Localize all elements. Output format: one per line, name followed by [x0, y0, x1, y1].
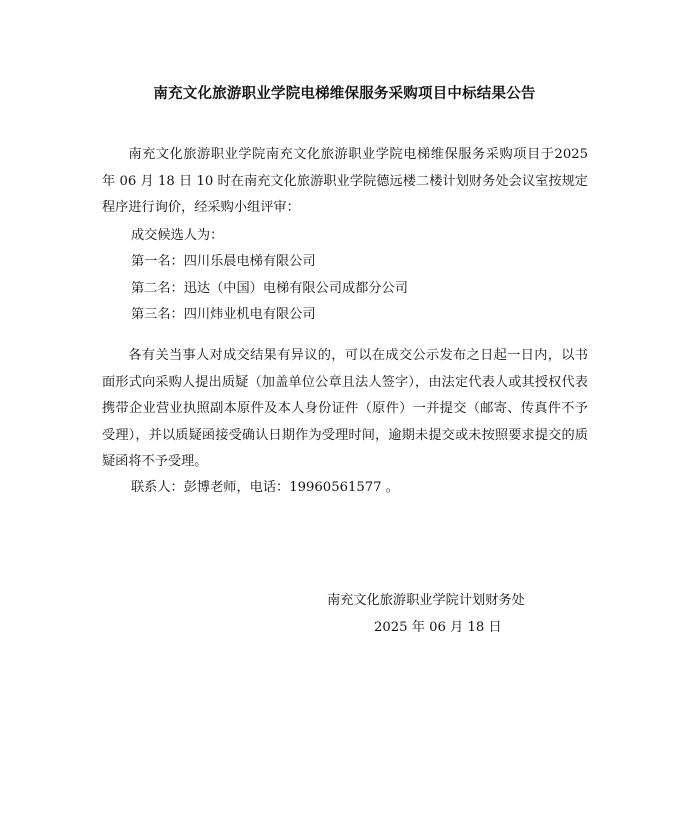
signature-organization: 南充文化旅游职业学院计划财务处 [327, 593, 525, 608]
contact-info: 联系人：彭博老师，电话：19960561577 。 [131, 480, 399, 495]
page-title: 南充文化旅游职业学院电梯维保服务采购项目中标结果公告 [153, 85, 536, 102]
candidate-second: 第二名：迅达（中国）电梯有限公司成都分公司 [131, 281, 408, 296]
candidate-third: 第三名：四川炜业机电有限公司 [131, 307, 316, 322]
signature-date: 2025 年 06 月 18 日 [374, 620, 502, 635]
candidates-heading: 成交候选人为： [131, 228, 224, 243]
intro-paragraph: 南充文化旅游职业学院南充文化旅游职业学院电梯维保服务采购项目于2025 年 06 月 18 日 10 时在南充文化旅游职业学院德远楼二楼计划财务处会议室按规定程序进行询价，经采购小组评审： [102, 147, 588, 215]
objection-notice-paragraph: 各有关当事人对成交结果有异议的，可以在成交公示发布之日起一日内，以书面形式向采购人提出质疑（加盖单位公章且法人签字），由法定代表人或其授权代表携带企业营业执照副本原件及本人身份证件（原件）一并提交（邮寄、传真件不予受理），并以质疑函接受确认日期作为受理时间，逾期未提交或未按照要求提交的质疑函将不予受理。 [102, 348, 588, 469]
candidate-first: 第一名：四川乐晨电梯有限公司 [131, 254, 316, 269]
